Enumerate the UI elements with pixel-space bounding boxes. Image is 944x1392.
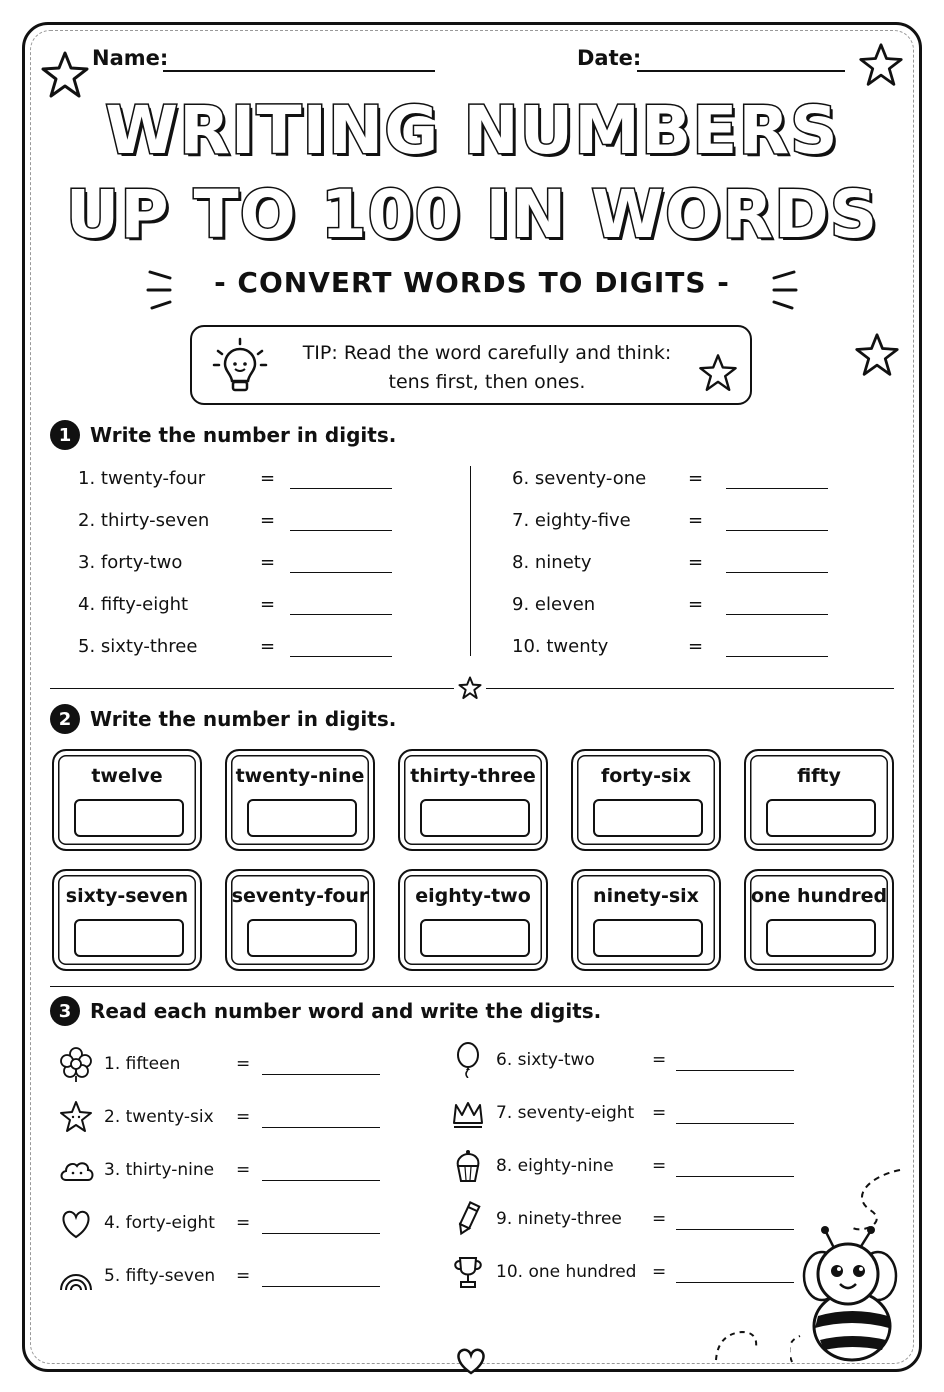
name-label: Name: <box>92 46 169 70</box>
number-word: 7. seventy-eight <box>496 1103 635 1123</box>
equals-sign: = <box>236 1107 251 1127</box>
exercise-row <box>450 1254 800 1294</box>
equals-sign: = <box>688 636 704 657</box>
date-field[interactable] <box>637 70 845 72</box>
answer-line[interactable] <box>726 656 828 657</box>
exercise-row <box>58 1152 408 1192</box>
number-word: 1. fifteen <box>104 1054 181 1074</box>
equals-sign: = <box>652 1050 667 1070</box>
exercise-row <box>450 1148 800 1188</box>
number-card <box>744 869 894 971</box>
number-card <box>52 749 202 851</box>
equals-sign: = <box>260 468 276 489</box>
exercise-row <box>512 466 842 496</box>
star-decoration-icon <box>854 332 900 378</box>
number-word: 10. twenty <box>512 636 609 657</box>
equals-sign: = <box>260 594 276 615</box>
exercise-row <box>512 550 842 580</box>
card-word: sixty-seven <box>65 885 189 907</box>
equals-sign: = <box>236 1266 251 1286</box>
answer-box[interactable] <box>420 799 530 837</box>
answer-box[interactable] <box>593 799 703 837</box>
answer-box[interactable] <box>247 919 357 957</box>
rainbow-icon <box>58 1258 94 1294</box>
exercise-row <box>58 1099 408 1139</box>
card-word: one hundred <box>750 885 888 907</box>
section-3-badge: 3 <box>50 996 80 1026</box>
section-1-title: Write the number in digits. <box>90 423 397 447</box>
heart-icon <box>58 1205 94 1241</box>
equals-sign: = <box>652 1209 667 1229</box>
exercise-row <box>450 1201 800 1241</box>
answer-box[interactable] <box>766 919 876 957</box>
number-word: 9. ninety-three <box>496 1209 622 1229</box>
card-word: ninety-six <box>593 885 699 907</box>
section-3-heading <box>50 996 601 1026</box>
cloud-icon <box>58 1152 94 1188</box>
number-word: 4. fifty-eight <box>78 594 189 615</box>
equals-sign: = <box>688 468 704 489</box>
answer-line[interactable] <box>262 1286 380 1287</box>
equals-sign: = <box>236 1213 251 1233</box>
number-word: 9. eleven <box>512 594 596 615</box>
number-word: 7. eighty-five <box>512 510 631 531</box>
equals-sign: = <box>688 510 704 531</box>
section-divider <box>50 986 894 987</box>
answer-box[interactable] <box>420 919 530 957</box>
subtitle: - CONVERT WORDS TO DIGITS - <box>214 266 730 299</box>
number-card <box>52 869 202 971</box>
exercise-row <box>78 634 408 664</box>
number-word: 1. twenty-four <box>78 468 206 489</box>
exercise-row <box>450 1095 800 1135</box>
answer-line[interactable] <box>262 1233 380 1234</box>
number-card <box>398 869 548 971</box>
exercise-row <box>58 1046 408 1086</box>
date-label: Date: <box>577 46 642 70</box>
star-icon <box>58 1099 94 1135</box>
number-card <box>398 749 548 851</box>
equals-sign: = <box>688 594 704 615</box>
number-word: 2. thirty-seven <box>78 510 210 531</box>
answer-line[interactable] <box>676 1176 794 1177</box>
card-word: forty-six <box>600 765 692 787</box>
answer-line[interactable] <box>290 530 392 531</box>
number-word: 6. seventy-one <box>512 468 647 489</box>
number-word: 3. thirty-nine <box>104 1160 215 1180</box>
bee-icon <box>790 1166 920 1376</box>
balloon-icon <box>450 1042 486 1078</box>
answer-box[interactable] <box>74 799 184 837</box>
answer-line[interactable] <box>290 572 392 573</box>
number-word: 8. ninety <box>512 552 592 573</box>
number-word: 4. forty-eight <box>104 1213 215 1233</box>
tip-text <box>282 339 692 397</box>
answer-line[interactable] <box>676 1282 794 1283</box>
exercise-row <box>58 1258 408 1298</box>
answer-line[interactable] <box>676 1070 794 1071</box>
number-word: 5. fifty-seven <box>104 1266 216 1286</box>
card-word: twelve <box>91 765 163 787</box>
card-word: fifty <box>797 765 841 787</box>
dashed-swirl-icon <box>712 1326 762 1366</box>
exercise-row <box>78 592 408 622</box>
answer-line[interactable] <box>262 1127 380 1128</box>
card-word: eighty-two <box>415 885 531 907</box>
lightbulb-icon <box>210 337 270 397</box>
section-2-badge: 2 <box>50 704 80 734</box>
sparkle-lines-icon <box>764 266 804 316</box>
section-3-title: Read each number word and write the digits. <box>90 999 602 1023</box>
section-1-badge: 1 <box>50 420 80 450</box>
equals-sign: = <box>236 1160 251 1180</box>
equals-sign: = <box>652 1262 667 1282</box>
exercise-row <box>78 508 408 538</box>
exercise-row <box>512 592 842 622</box>
title-line-2: UP TO 100 IN WORDS <box>65 176 879 253</box>
tip-label: TIP: <box>302 342 338 364</box>
section-2-title: Write the number in digits. <box>90 707 397 731</box>
section-divider <box>486 688 894 689</box>
section-divider <box>50 688 454 689</box>
answer-box[interactable] <box>247 799 357 837</box>
number-word: 3. forty-two <box>78 552 183 573</box>
exercise-row <box>78 550 408 580</box>
answer-line[interactable] <box>676 1123 794 1124</box>
trophy-icon <box>450 1254 486 1290</box>
exercise-row <box>450 1042 800 1082</box>
equals-sign: = <box>236 1054 251 1074</box>
number-word: 6. sixty-two <box>496 1050 595 1070</box>
equals-sign: = <box>260 510 276 531</box>
flower-icon <box>58 1046 94 1082</box>
name-field[interactable] <box>163 70 435 72</box>
card-word: thirty-three <box>410 765 536 787</box>
answer-box[interactable] <box>74 919 184 957</box>
title-line-1: WRITING NUMBERS <box>105 92 839 169</box>
cupcake-icon <box>450 1148 486 1184</box>
star-icon <box>698 353 738 393</box>
answer-line[interactable] <box>262 1074 380 1075</box>
equals-sign: = <box>652 1156 667 1176</box>
answer-line[interactable] <box>726 572 828 573</box>
number-card <box>225 749 375 851</box>
answer-line[interactable] <box>726 530 828 531</box>
star-decoration-icon <box>858 42 904 88</box>
equals-sign: = <box>260 636 276 657</box>
number-word: 8. eighty-nine <box>496 1156 614 1176</box>
answer-line[interactable] <box>290 614 392 615</box>
number-card <box>571 749 721 851</box>
number-card <box>225 869 375 971</box>
heart-icon <box>454 1346 488 1376</box>
number-card <box>744 749 894 851</box>
number-word: 2. twenty-six <box>104 1107 214 1127</box>
exercise-row <box>512 634 842 664</box>
star-icon <box>458 676 482 700</box>
number-word: 10. one hundred <box>496 1262 637 1282</box>
answer-line[interactable] <box>262 1180 380 1181</box>
equals-sign: = <box>652 1103 667 1123</box>
answer-box[interactable] <box>593 919 703 957</box>
card-word: twenty-nine <box>235 765 365 787</box>
answer-line[interactable] <box>726 614 828 615</box>
equals-sign: = <box>688 552 704 573</box>
pencil-icon <box>450 1201 486 1237</box>
answer-box[interactable] <box>766 799 876 837</box>
tip-line-1: Read the word carefully and think: <box>343 342 672 364</box>
tip-box <box>190 325 752 405</box>
section-2-heading <box>50 704 396 734</box>
answer-line[interactable] <box>726 488 828 489</box>
exercise-row <box>58 1205 408 1245</box>
number-word: 5. sixty-three <box>78 636 198 657</box>
answer-line[interactable] <box>676 1229 794 1230</box>
card-word: seventy-four <box>231 885 369 907</box>
column-divider <box>470 466 471 656</box>
answer-line[interactable] <box>290 656 392 657</box>
tip-line-2: tens first, then ones. <box>388 371 586 393</box>
number-card <box>571 869 721 971</box>
crown-icon <box>450 1095 486 1131</box>
equals-sign: = <box>260 552 276 573</box>
answer-line[interactable] <box>290 488 392 489</box>
exercise-row <box>512 508 842 538</box>
exercise-row <box>78 466 408 496</box>
section-1-heading <box>50 420 396 450</box>
